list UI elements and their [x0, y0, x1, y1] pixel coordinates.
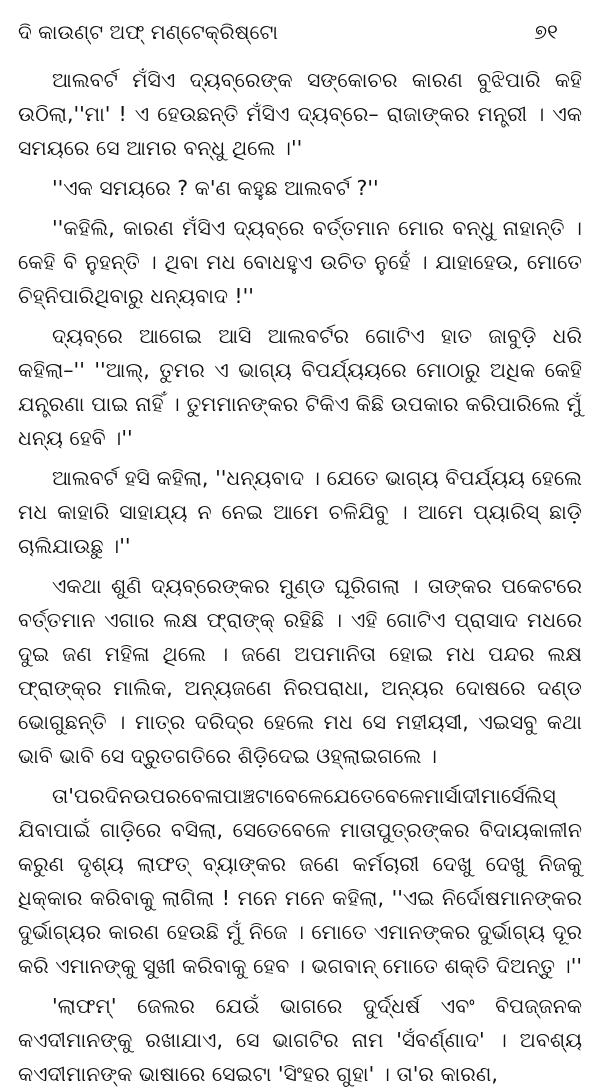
body-text: [18, 63, 582, 1091]
paragraph: ଦ୍ୟବ୍ରେ ଆଗେଇ ଆସି ଆଲବର୍ଟର ଗୋଟିଏ ହାତ ଜାବୁଡ଼ି ଧରି କହିଲା–'' ''ଆଲ୍, ତୁମର ଏ ଭାଗ୍ୟ ବିପର୍ଯ୍ୟୟରେ ମୋଠାରୁ ଅଧିକ କେହି ଯନ୍ତ୍ରଣା ପାଇ ନାହିଁ । ତୁମମାନଙ୍କର ଟିକିଏ କିଛି ଉପକାର କରିପାରିଲେ ମୁଁ ଧନ୍ୟ ହେବି ।'': [18, 324, 582, 450]
paragraph: ''କହିଲି, କାରଣ ମଁସିଏ ଦ୍ୟବ୍ରେ ବର୍ତ୍ତମାନ ମୋର ବନ୍ଧୁ ନାହାନ୍ତି । କେହି ବି ନୁହନ୍ତି । ଥିବା ମଧ ବୋଧହୁଏ ଉଚିତ ନୁହେଁ । ଯାହାହେଉ, ମୋତେ ଚିହ୍ନିପାରିଥିବାରୁ ଧନ୍ୟବାଦ !'': [18, 216, 582, 308]
page-header: [18, 20, 582, 45]
paragraph: ଆଲବର୍ଟ ମଁସିଏ ଦ୍ୟବ୍ରେଙ୍କ ସଙ୍କୋଚର କାରଣ ବୁଝିପାରି କହି ଉଠିଲା,''ମା' ! ଏ ହେଉଛନ୍ତି ମଁସିଏ ଦ୍ୟବ୍ରେ– ରାଜାଙ୍କର ମନ୍ତ୍ରୀ । ଏକ ସମୟରେ ସେ ଆମର ବନ୍ଧୁ ଥିଲେ ।'': [18, 68, 582, 160]
paragraph: ତା'ପରଦିନଉପରବେଳାପାଞ୍ଚଟାବେଳେଯେତେବେଳେମାର୍ସାଦୀମାର୍ସେଲିସ୍ ଯିବାପାଇଁ ଗାଡ଼ିରେ ବସିଲା, ସେତେବେଳେ ମାତାପୁତ୍ରଙ୍କର ବିଦାୟକାଳୀନ କରୁଣ ଦୃଶ୍ୟ ଲାଫତ୍ ବ୍ୟାଙ୍କର ଜଣେ କର୍ମଚାରୀ ଦେଖୁ ଦେଖୁ ନିଜକୁ ଧିକ୍କାର କରିବାକୁ ଲାଗିଲା ! ମନେ ମନେ କହିଲା, ''ଏଇ ନିର୍ଦୋଷମାନଙ୍କର ଦୁର୍ଭାଗ୍ୟର କାରଣ ହେଉଛି ମୁଁ ନିଜେ । ମୋତେ ଏମାନଙ୍କର ଦୁର୍ଭାଗ୍ୟ ଦୂର କରି ଏମାନଙ୍କୁ ସୁଖୀ କରିବାକୁ ହେବ । ଭଗବାନ୍ ମୋତେ ଶକ୍ତି ଦିଅନ୍ତୁ ।'': [18, 784, 582, 978]
paragraph: ଏକଥା ଶୁଣି ଦ୍ୟବ୍ରେଙ୍କର ମୁଣ୍ଡ ଘୂରିଗଲା । ତାଙ୍କର ପକେଟରେ ବର୍ତ୍ତମାନ ଏଗାର ଲକ୍ଷ ଫ୍ରାଙ୍କ୍ ରହିଛି । ଏହି ଗୋଟିଏ ପ୍ରାସାଦ ମଧରେ ଦୁଇ ଜଣ ମହିଳା ଥିଲେ । ଜଣେ ଅପମାନିତା ହୋଇ ମଧ ପନ୍ଦର ଲକ୍ଷ ଫ୍ରାଙ୍କ୍‌ର ମାଲିକ, ଅନ୍ୟଜଣେ ନିରପରାଧା, ଅନ୍ୟର ଦୋଷରେ ଦଣ୍ଡ ଭୋଗୁଛନ୍ତି । ମାତ୍ର ଦରିଦ୍ର ହେଲେ ମଧ ସେ ମହୀୟସୀ, ଏଇସବୁ କଥା ଭାବି ଭାବି ସେ ଦ୍ରୁତଗତିରେ ଶିଡ଼ିଦେଇ ଓହ୍ଲାଇଗଲେ ।: [18, 574, 582, 768]
page-number: ୭୧: [534, 20, 558, 44]
paragraph: ଆଲବର୍ଟ ହସି କହିଲା, ''ଧନ୍ୟବାଦ । ଯେତେ ଭାଗ୍ୟ ବିପର୍ଯ୍ୟୟ ହେଲେ ମଧ କାହାରି ସାହାଯ୍ୟ ନ ନେଇ ଆମେ ଚଳିଯିବୁ । ଆମେ ପ୍ୟାରିସ୍ ଛାଡ଼ି ଚାଲିଯାଉଛୁ ।'': [18, 466, 582, 558]
paragraph: 'ଲାଫମ୍' ଜେଲର ଯେଉଁ ଭାଗରେ ଦୁର୍ଦ୍ଧର୍ଷ ଏବଂ ବିପଜ୍ଜନକ କଏଦୀମାନଙ୍କୁ ରଖାଯାଏ, ସେ ଭାଗଟିର ନାମ 'ସଁବର୍ଣ୍ଣାଦ' । ଅବଶ୍ୟ କଏଦୀମାନଙ୍କ ଭାଷାରେ ସେଇଟା 'ସିଂହର ଗୁହା' । ତା'ର କାରଣ,: [18, 994, 582, 1086]
paragraph: ''ଏକ ସମୟରେ ? କ'ଣ କହୁଛ ଆଲବର୍ଟ ?'': [52, 176, 379, 200]
running-title: ଦି କାଉଣ୍ଟ ଅଫ୍ ମଣ୍ଟେକ୍ରିଷ୍ଟୋ: [18, 20, 278, 44]
